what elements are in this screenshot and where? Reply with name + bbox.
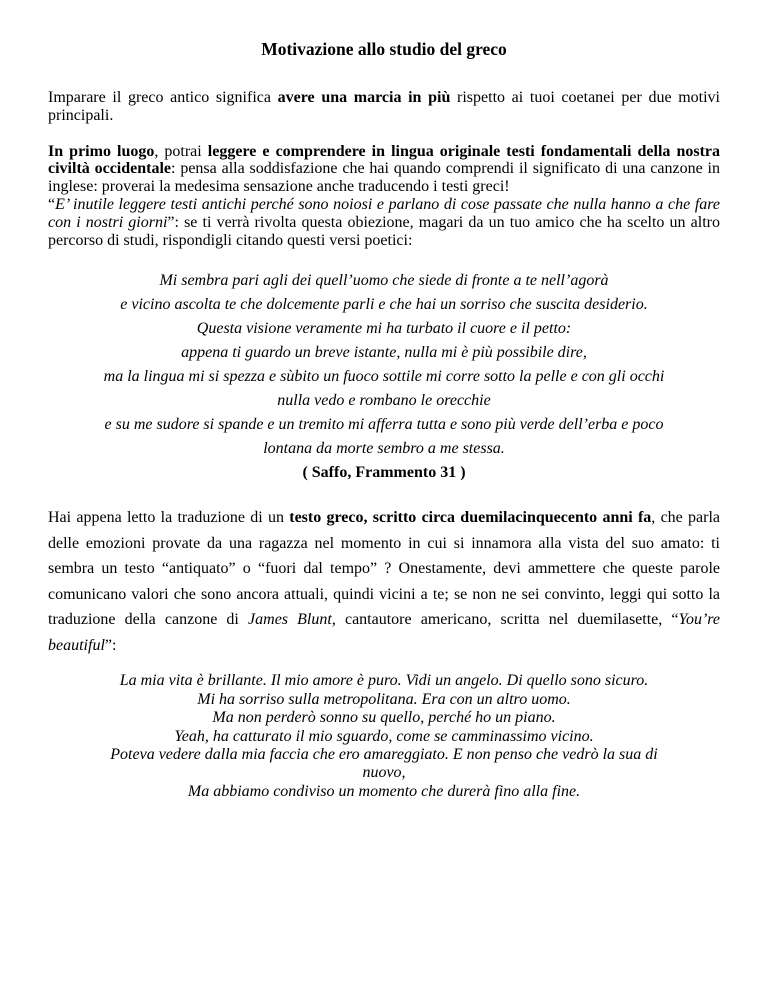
objection-open-quote: “ [48, 195, 56, 213]
document-page [48, 38, 720, 801]
first-reason-paragraph [48, 143, 720, 250]
page-title: Motivazione allo studio del greco [261, 39, 507, 59]
first-reason-text-2: : pensa alla soddisfazione che hai quando comprendi il significato di una canzone in inglese: proverai la medesima sensazione anche traducendo i testi greci! [48, 160, 721, 196]
second-text-3: , cantautore americano, scritta nel duemilasette, “ [331, 611, 679, 629]
song-line: Poteva vedere dalla mia faccia che ero amareggiato. E non penso che vedrò la sua di [110, 746, 658, 763]
poem-line: e su me sudore si spande e un tremito mi afferra tutta e sono più verde dell’erba e poco [104, 416, 664, 434]
first-reason-text-3: ”: se ti verrà rivolta questa obiezione, magari da un tuo amico che ha scelto un altro percorso di studi, rispondigli citando questi versi poetici: [48, 213, 720, 249]
first-reason-text-1: , potrai [154, 142, 208, 160]
first-reason-bold-1: In primo luogo [48, 142, 155, 160]
song-line: Mi ha sorriso sulla metropolitana. Era con un altro uomo. [197, 690, 571, 708]
objection-quote: E’ inutile leggere testi antichi perché sono noiosi e parlano di cose passate che nulla hanno a che fare con i nostri giorni [48, 195, 720, 231]
first-reason-bold-2: leggere e comprendere in lingua originale testi fondamentali della nostra civiltà occidentale [48, 142, 721, 178]
song-title: You’re beautiful [48, 611, 721, 654]
poem-line: nulla vedo e rombano le orecchie [277, 392, 491, 410]
song-line: nuovo, [362, 764, 406, 782]
sappho-poem [48, 269, 720, 485]
second-bold-1: testo greco, scritto circa duemilacinquecento anni fa [289, 509, 652, 527]
poem-line: Questa visione veramente mi ha turbato il cuore e il petto: [196, 320, 572, 338]
intro-text-2: rispetto ai tuoi coetanei per due motivi principali. [48, 89, 720, 124]
second-text-2: , che parla delle emozioni provate da una ragazza nel momento in cui si innamora alla vista del suo amato: ti sembra un testo “antiquato” o “fuori dal tempo” ? Onestamente, devi ammettere che queste parole comunicano valori che sono ancora attuali, quindi vicini a te; se non ne sei convinto, leggi qui sotto la traduzione della canzone di [48, 509, 721, 629]
poem-line: e vicino ascolta te che dolcemente parli e che hai un sorriso che suscita desiderio. [120, 296, 648, 314]
intro-text-1: Imparare il greco antico significa [48, 89, 278, 106]
poem-line: ma la lingua mi si spezza e sùbito un fuoco sottile mi corre sotto la pelle e con gli occhi [103, 368, 665, 386]
song-line: La mia vita è brillante. Il mio amore è puro. Vidi un angelo. Di quello sono sicuro. [119, 672, 649, 690]
intro-bold-1: avere una marcia in più [277, 89, 451, 106]
second-paragraph [48, 505, 720, 658]
poem-line: Mi sembra pari agli dei quell’uomo che siede di fronte a te nell’agorà [159, 272, 609, 290]
artist-name: James Blunt [248, 611, 332, 629]
second-text-4: ”: [104, 636, 117, 654]
song-line: Ma non perderò sonno su quello, perché ho un piano. [212, 709, 556, 727]
song-lyrics [48, 672, 720, 801]
poem-line: lontana da morte sembro a me stessa. [263, 440, 505, 458]
second-text-1: Hai appena letto la traduzione di un [48, 509, 290, 527]
poem-source: ( Saffo, Frammento 31 ) [302, 464, 466, 482]
poem-line: appena ti guardo un breve istante, nulla mi è più possibile dire, [181, 344, 587, 362]
intro-paragraph [48, 89, 720, 125]
song-line: Yeah, ha catturato il mio sguardo, come se camminassimo vicino. [174, 727, 594, 745]
song-line: Ma abbiamo condiviso un momento che durerà fino alla fine. [187, 782, 581, 800]
